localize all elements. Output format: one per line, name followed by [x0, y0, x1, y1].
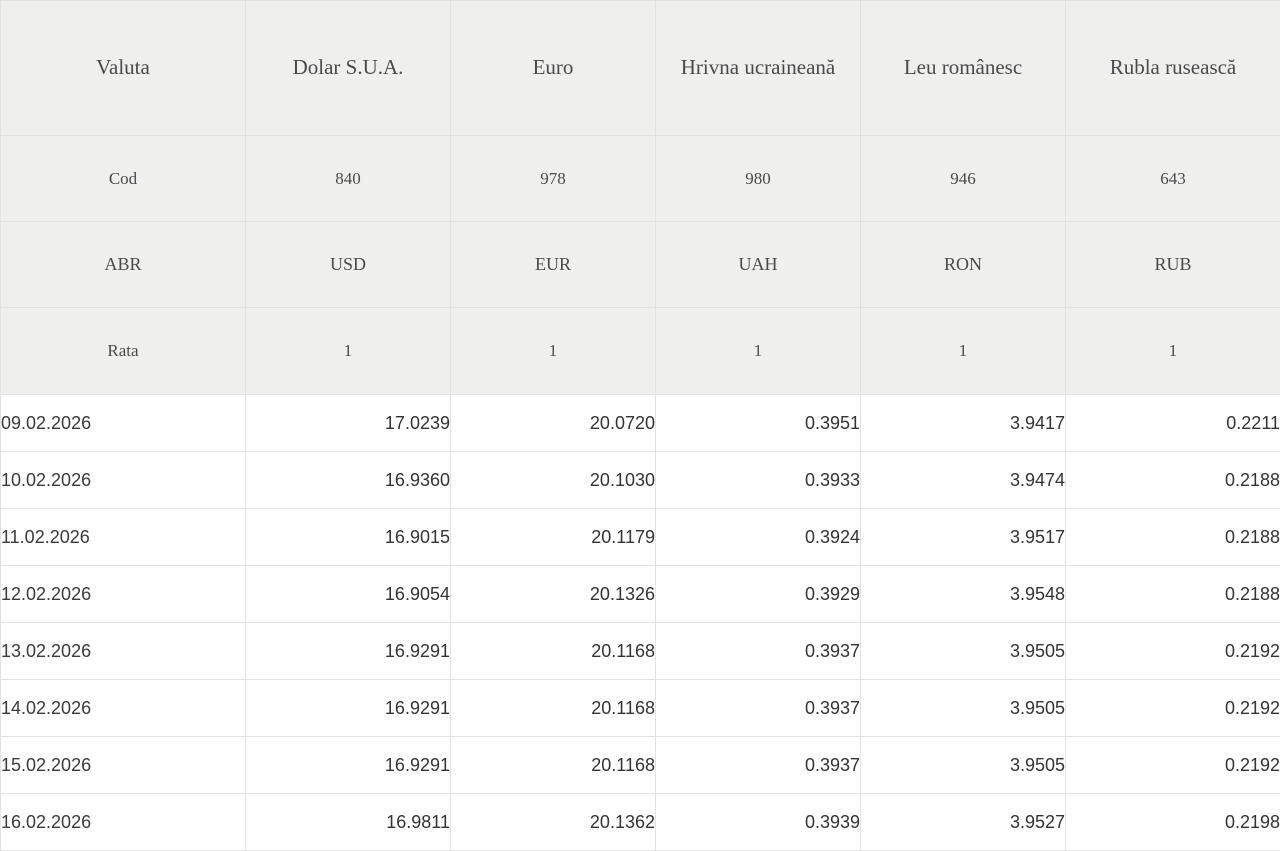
row-value-eur: 20.1179 [451, 509, 656, 566]
row-value-rub: 0.2188 [1066, 566, 1280, 623]
row-value-rub: 0.2192 [1066, 737, 1280, 794]
row-value-usd: 17.0239 [246, 395, 451, 452]
row-value-rub: 0.2192 [1066, 680, 1280, 737]
row-value-ron: 3.9505 [861, 737, 1066, 794]
row-value-eur: 20.1168 [451, 680, 656, 737]
rate-ron-text: 1 [861, 341, 1065, 361]
row-value-rub: 0.2188 [1066, 509, 1280, 566]
table-header-code-row [1, 136, 1280, 222]
row-date: 16.02.2026 [1, 794, 246, 851]
row-value-uah: 0.3929 [656, 566, 861, 623]
code-rub [1066, 136, 1280, 222]
table-row [1, 623, 1280, 680]
row-value-rub: 0.2198 [1066, 794, 1280, 851]
header-label-code [1, 136, 246, 222]
header-label-rate [1, 308, 246, 395]
header-label-currency-text: Valuta [1, 54, 245, 81]
row-value-ron: 3.9548 [861, 566, 1066, 623]
row-value-usd: 16.9291 [246, 680, 451, 737]
code-ron-text: 946 [861, 169, 1065, 189]
header-currency-ron [861, 1, 1066, 136]
row-value-eur: 20.1326 [451, 566, 656, 623]
abr-uah [656, 222, 861, 308]
row-value-rub: 0.2188 [1066, 452, 1280, 509]
row-value-uah: 0.3937 [656, 737, 861, 794]
row-value-uah: 0.3939 [656, 794, 861, 851]
rate-usd [246, 308, 451, 395]
table-header-abr-row [1, 222, 1280, 308]
row-date: 14.02.2026 [1, 680, 246, 737]
row-value-ron: 3.9517 [861, 509, 1066, 566]
table-row [1, 794, 1280, 851]
row-value-rub: 0.2211 [1066, 395, 1280, 452]
row-date: 11.02.2026 [1, 509, 246, 566]
row-value-eur: 20.1168 [451, 623, 656, 680]
code-usd [246, 136, 451, 222]
row-value-uah: 0.3933 [656, 452, 861, 509]
rate-uah [656, 308, 861, 395]
abr-rub [1066, 222, 1280, 308]
row-value-usd: 16.9291 [246, 737, 451, 794]
code-uah-text: 980 [656, 169, 860, 189]
table-row [1, 395, 1280, 452]
table-header-rate-row [1, 308, 1280, 395]
row-value-eur: 20.1030 [451, 452, 656, 509]
abr-ron-text: RON [861, 254, 1065, 275]
row-value-usd: 16.9811 [246, 794, 451, 851]
table-row [1, 566, 1280, 623]
table-row [1, 509, 1280, 566]
row-date: 10.02.2026 [1, 452, 246, 509]
header-currency-rub-text: Rubla rusească [1066, 54, 1280, 81]
rate-ron [861, 308, 1066, 395]
code-rub-text: 643 [1066, 169, 1280, 189]
header-label-currency [1, 1, 246, 136]
row-value-eur: 20.0720 [451, 395, 656, 452]
table-row [1, 680, 1280, 737]
rate-eur-text: 1 [451, 341, 655, 361]
row-value-ron: 3.9505 [861, 680, 1066, 737]
table-row [1, 737, 1280, 794]
row-value-ron: 3.9527 [861, 794, 1066, 851]
header-currency-uah-text: Hrivna ucraineană [656, 54, 860, 81]
row-value-usd: 16.9015 [246, 509, 451, 566]
rate-uah-text: 1 [656, 341, 860, 361]
row-date: 15.02.2026 [1, 737, 246, 794]
rate-rub [1066, 308, 1280, 395]
abr-usd [246, 222, 451, 308]
row-date: 13.02.2026 [1, 623, 246, 680]
code-eur-text: 978 [451, 169, 655, 189]
header-currency-ron-text: Leu românesc [861, 54, 1065, 81]
rate-rub-text: 1 [1066, 341, 1280, 361]
table-header-currency-row [1, 1, 1280, 136]
row-value-ron: 3.9417 [861, 395, 1066, 452]
header-label-rate-text: Rata [1, 341, 245, 361]
code-eur [451, 136, 656, 222]
abr-rub-text: RUB [1066, 254, 1280, 275]
row-value-usd: 16.9054 [246, 566, 451, 623]
row-value-usd: 16.9360 [246, 452, 451, 509]
abr-ron [861, 222, 1066, 308]
header-currency-uah [656, 1, 861, 136]
rate-eur [451, 308, 656, 395]
code-uah [656, 136, 861, 222]
row-value-uah: 0.3951 [656, 395, 861, 452]
row-value-ron: 3.9505 [861, 623, 1066, 680]
row-value-uah: 0.3924 [656, 509, 861, 566]
header-label-abr [1, 222, 246, 308]
header-currency-eur [451, 1, 656, 136]
row-date: 09.02.2026 [1, 395, 246, 452]
header-label-code-text: Cod [1, 169, 245, 189]
row-value-usd: 16.9291 [246, 623, 451, 680]
row-date: 12.02.2026 [1, 566, 246, 623]
row-value-uah: 0.3937 [656, 680, 861, 737]
row-value-uah: 0.3937 [656, 623, 861, 680]
row-value-eur: 20.1362 [451, 794, 656, 851]
header-currency-rub [1066, 1, 1280, 136]
code-usd-text: 840 [246, 169, 450, 189]
header-currency-eur-text: Euro [451, 54, 655, 81]
row-value-ron: 3.9474 [861, 452, 1066, 509]
code-ron [861, 136, 1066, 222]
abr-usd-text: USD [246, 254, 450, 275]
abr-eur [451, 222, 656, 308]
abr-eur-text: EUR [451, 254, 655, 275]
header-currency-usd [246, 1, 451, 136]
rate-usd-text: 1 [246, 341, 450, 361]
table-row [1, 452, 1280, 509]
abr-uah-text: UAH [656, 254, 860, 275]
row-value-rub: 0.2192 [1066, 623, 1280, 680]
row-value-eur: 20.1168 [451, 737, 656, 794]
header-currency-usd-text: Dolar S.U.A. [246, 54, 450, 81]
header-label-abr-text: ABR [1, 254, 245, 275]
